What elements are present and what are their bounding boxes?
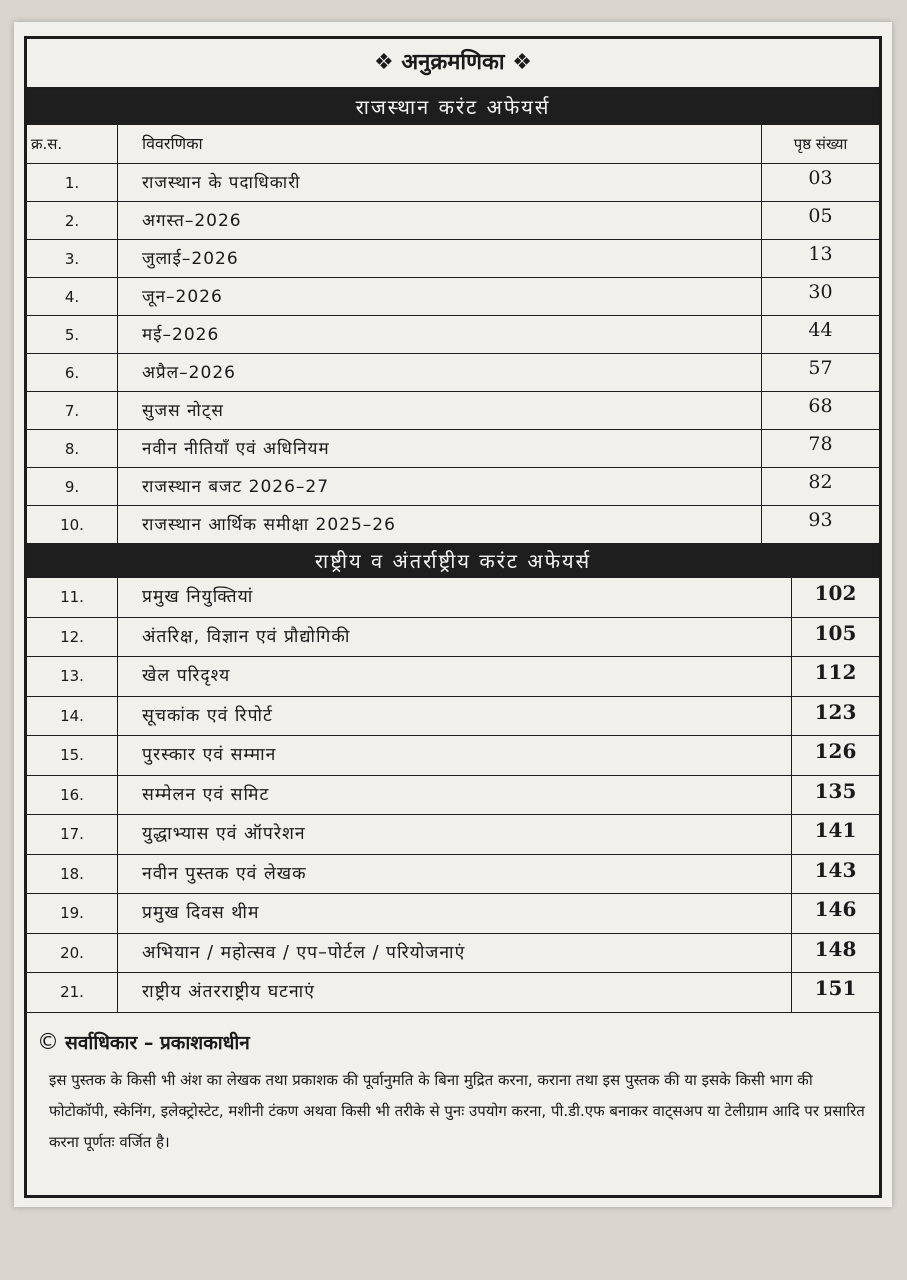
table-row bbox=[27, 506, 879, 544]
row-serial: 12. bbox=[60, 627, 84, 646]
book-page bbox=[14, 22, 892, 1207]
row-serial: 5. bbox=[64, 326, 80, 344]
table-row bbox=[27, 316, 879, 354]
row-page-number: 146 bbox=[791, 894, 879, 933]
row-description: राजस्थान बजट 2026–27 bbox=[117, 468, 761, 505]
row-description: पुरस्कार एवं सम्मान bbox=[117, 736, 791, 775]
row-serial: 13. bbox=[60, 667, 84, 685]
copyright-notice: इस पुस्तक के किसी भी अंश का लेखक तथा प्रकाशक की पूर्वानुमति के बिना मुद्रित करना, कराना तथा इस पुस्तक की या इसके किसी भाग की फोटोकॉपी, स्केनिंग, इलेक्ट्रोस्टेट, मशीनी टंकण अथवा किसी भी तरीके से पुनः उपयोग करना, पी.डी.एफ बनाकर वाट्सअप या टेलीग्राम आदि पर प्रसारित करना पूर्णतः वर्जित है। bbox=[49, 1070, 865, 1151]
row-description: प्रमुख नियुक्तियां bbox=[117, 578, 791, 617]
row-page-number: 105 bbox=[791, 618, 879, 657]
table-row bbox=[27, 736, 879, 776]
row-page-number: 151 bbox=[791, 973, 879, 1012]
table-row bbox=[27, 697, 879, 737]
index-title: ❖ अनुक्रमणिका ❖ bbox=[27, 39, 879, 89]
section-header-rajasthan: राजस्थान करंट अफेयर्स bbox=[27, 89, 879, 125]
row-page-number: 44 bbox=[761, 316, 879, 353]
row-description: सम्मेलन एवं समिट bbox=[117, 776, 791, 815]
table-header bbox=[27, 125, 879, 164]
row-description: अभियान / महोत्सव / एप–पोर्टल / परियोजनाएं bbox=[117, 934, 791, 973]
row-description: राष्ट्रीय अंतरराष्ट्रीय घटनाएं bbox=[117, 973, 791, 1012]
row-serial: 18. bbox=[60, 864, 84, 883]
row-serial: 21. bbox=[60, 983, 84, 1001]
header-description: विवरणिका bbox=[117, 125, 761, 163]
table-row bbox=[27, 776, 879, 816]
table-row bbox=[27, 468, 879, 506]
row-page-number: 148 bbox=[791, 934, 879, 973]
row-page-number: 68 bbox=[761, 392, 879, 429]
row-page-number: 30 bbox=[761, 278, 879, 315]
row-serial: 14. bbox=[60, 706, 84, 725]
row-serial: 4. bbox=[64, 288, 80, 306]
row-description: प्रमुख दिवस थीम bbox=[117, 894, 791, 933]
table-row bbox=[27, 240, 879, 278]
table-row bbox=[27, 657, 879, 697]
row-description: जुलाई–2026 bbox=[117, 240, 761, 277]
row-serial: 2. bbox=[64, 212, 80, 230]
row-serial: 17. bbox=[60, 825, 84, 843]
table-row bbox=[27, 855, 879, 895]
row-description: नवीन पुस्तक एवं लेखक bbox=[117, 855, 791, 894]
row-page-number: 13 bbox=[761, 240, 879, 277]
row-page-number: 93 bbox=[761, 506, 879, 543]
table-row bbox=[27, 164, 879, 202]
table-row bbox=[27, 934, 879, 974]
section-header-national: राष्ट्रीय व अंतर्राष्ट्रीय करंट अफेयर्स bbox=[27, 544, 879, 578]
row-description: अंतरिक्ष, विज्ञान एवं प्रौद्योगिकी bbox=[117, 618, 791, 657]
row-page-number: 135 bbox=[791, 776, 879, 815]
row-serial: 8. bbox=[64, 440, 80, 458]
row-description: राजस्थान के पदाधिकारी bbox=[117, 164, 761, 201]
row-page-number: 57 bbox=[761, 354, 879, 391]
row-description: खेल परिदृश्य bbox=[117, 657, 791, 696]
row-page-number: 102 bbox=[791, 578, 879, 617]
row-serial: 3. bbox=[64, 250, 80, 268]
row-page-number: 05 bbox=[761, 202, 879, 239]
row-serial: 15. bbox=[60, 746, 84, 764]
row-page-number: 03 bbox=[761, 164, 879, 201]
table-row bbox=[27, 973, 879, 1013]
table-row bbox=[27, 894, 879, 934]
header-serial: क्र.स. bbox=[31, 135, 63, 153]
row-page-number: 126 bbox=[791, 736, 879, 775]
index-frame bbox=[24, 36, 882, 1198]
row-description: अगस्त–2026 bbox=[117, 202, 761, 239]
row-description: युद्धाभ्यास एवं ऑपरेशन bbox=[117, 815, 791, 854]
row-page-number: 123 bbox=[791, 697, 879, 736]
row-description: नवीन नीतियाँ एवं अधिनियम bbox=[117, 430, 761, 467]
copyright-text: सर्वाधिकार – प्रकाशकाधीन bbox=[65, 1031, 250, 1054]
row-page-number: 141 bbox=[791, 815, 879, 854]
row-serial: 10. bbox=[60, 516, 84, 534]
row-page-number: 143 bbox=[791, 855, 879, 894]
table-row bbox=[27, 392, 879, 430]
row-description: मई–2026 bbox=[117, 316, 761, 353]
table-row bbox=[27, 578, 879, 618]
row-serial: 7. bbox=[64, 402, 80, 420]
row-page-number: 82 bbox=[761, 468, 879, 505]
copyright-heading bbox=[27, 1013, 879, 1055]
row-serial: 9. bbox=[64, 478, 80, 496]
row-serial: 20. bbox=[60, 943, 84, 962]
row-description: अप्रैल–2026 bbox=[117, 354, 761, 391]
row-serial: 11. bbox=[60, 588, 84, 606]
national-rows bbox=[27, 578, 879, 1013]
table-row bbox=[27, 354, 879, 392]
copyright-icon: © bbox=[37, 1029, 59, 1055]
row-serial: 6. bbox=[64, 364, 80, 382]
row-serial: 1. bbox=[64, 174, 80, 192]
row-serial: 16. bbox=[60, 785, 84, 804]
row-serial: 19. bbox=[60, 904, 84, 922]
row-description: जून–2026 bbox=[117, 278, 761, 315]
table-row bbox=[27, 618, 879, 658]
table-row bbox=[27, 202, 879, 240]
row-description: सुजस नोट्स bbox=[117, 392, 761, 429]
row-description: सूचकांक एवं रिपोर्ट bbox=[117, 697, 791, 736]
row-page-number: 78 bbox=[761, 430, 879, 467]
table-row bbox=[27, 815, 879, 855]
row-description: राजस्थान आर्थिक समीक्षा 2025–26 bbox=[117, 506, 761, 543]
rajasthan-rows bbox=[27, 164, 879, 544]
table-row bbox=[27, 278, 879, 316]
header-page-number: पृष्ठ संख्या bbox=[761, 125, 879, 163]
table-row bbox=[27, 430, 879, 468]
row-page-number: 112 bbox=[791, 657, 879, 696]
